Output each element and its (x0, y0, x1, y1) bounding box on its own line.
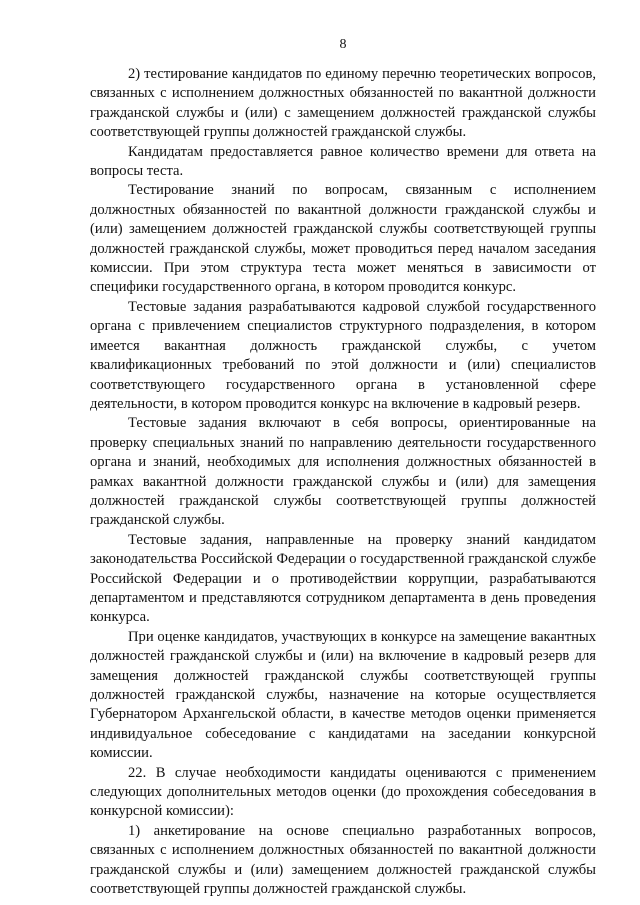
paragraph-testing-item-2: 2) тестирование кандидатов по единому перечню теоретических вопросов, связанных с исполнением должностных обязанностей по вакантной должности гражданской службы и (или) с замещением должностей гражданской службы соответствующей группы должностей гражданской службы. (90, 66, 596, 141)
paragraph-item-22: 22. В случае необходимости кандидаты оцениваются с применением следующих дополнительных методов оценки (до прохождения собеседования в конкурсной комиссии): (90, 764, 596, 820)
paragraph-questionnaire-item-1: 1) анкетирование на основе специально разработанных вопросов, связанных с исполнением должностных обязанностей по вакантной должности гражданской службы и (или) замещением должностей гражданской службы соответствующей группы должностей гражданской службы. (90, 822, 596, 898)
paragraph-test-content: Тестовые задания включают в себя вопросы, ориентированные на проверку специальных знаний по направлению деятельности государственного органа и знаний, необходимых для исполнения должностных обязанностей в рамках вакантной должности гражданской службы и (или) для замещения должностей гражданской службы соответствующей группы должностей гражданской службы. (90, 415, 596, 529)
paragraph-test-development: Тестовые задания разрабатываются кадровой службой государственного органа с привлечением специалистов структурного подразделения, в котором имеется вакантная должность гражданской службы, с учетом квалификационных требований по этой должности и (или) специалистов соответствующего государственного органа в установленной сфере деятельности, в котором проводится конкурс на включение в кадровый резерв. (90, 298, 596, 412)
paragraph-test-time: Кандидатам предоставляется равное количество времени для ответа на вопросы теста. (90, 143, 596, 180)
paragraph-legislation-test: Тестовые задания, направленные на проверку знаний кандидатом законодательства Российской Федерации о государственной гражданской службе Российской Федерации и о противодействии коррупции, разрабатываются департаментом и представляются сотрудником департамента в день проведения конкурса. (90, 531, 596, 626)
paragraph-governor-appointments: При оценке кандидатов, участвующих в конкурсе на замещение вакантных должностей гражданской службы и (или) на включение в кадровый резерв для замещения должностей гражданской службы соответствующей группы должностей гражданской службы, назначение на которые осуществляется Губернатором Архангельской области, в качестве методов оценки применяется индивидуальное собеседование с кандидатами на заседании конкурсной комиссии. (90, 628, 596, 762)
page-number: 8 (339, 37, 347, 52)
paragraph-test-before-meeting: Тестирование знаний по вопросам, связанным с исполнением должностных обязанностей по вакантной должности гражданской службы и (или) замещением должностей гражданской службы соответствующей группы должностей гражданской службы, может проводиться перед началом заседания комиссии. При этом структура теста может меняться в зависимости от специфики государственного органа, в котором проводится конкурс. (90, 182, 596, 296)
